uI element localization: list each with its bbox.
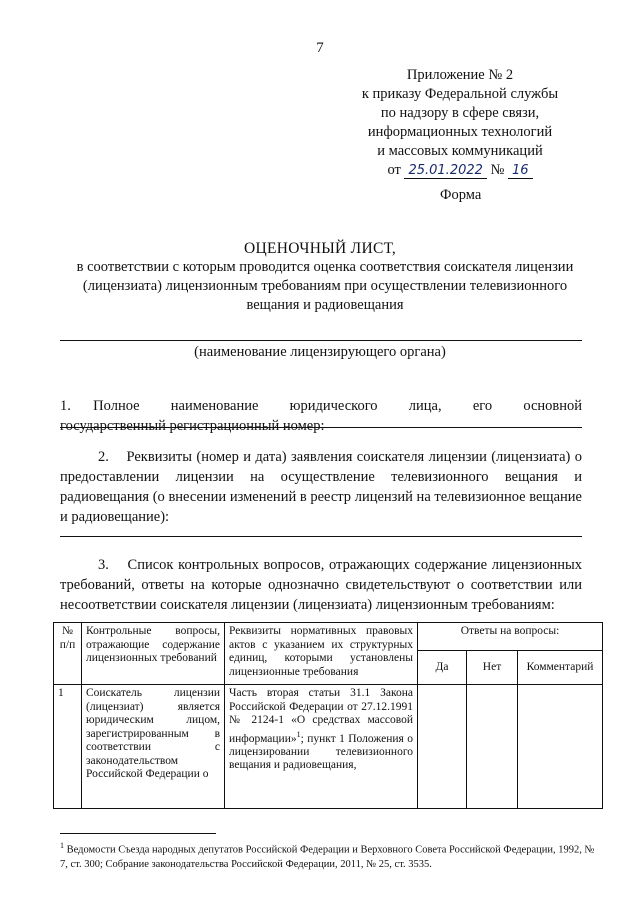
row-requisites-footnote-mark: 1	[296, 729, 301, 739]
page-number: 7	[316, 40, 324, 56]
appendix-line-3: по надзору в сфере связи,	[380, 105, 540, 121]
appendix-line-4: информационных технологий	[367, 124, 553, 140]
item-2	[60, 447, 582, 527]
header-questions: Контрольные вопросы, отражающие содержание лицензионных требований	[82, 623, 225, 685]
document-subtitle: в соответствии с которым проводится оценка соответствия соискателя лицензии (лицензиата) лицензионным требованиям при осуществлении телевизионного вещания и радиовещания	[76, 259, 574, 313]
header-comment: Комментарий	[518, 651, 603, 685]
organ-name-line	[60, 340, 582, 341]
handwritten-date: 25.01.2022	[404, 163, 486, 179]
order-date-line	[340, 161, 580, 180]
number-label: №	[490, 162, 505, 178]
handwritten-number: 16	[508, 163, 533, 179]
appendix-line-1: Приложение № 2	[406, 67, 514, 83]
footnote-text: Ведомости Съезда народных депутатов Российской Федерации и Верховного Совета Российской Федерации, 1992, № 7, ст. 300; Собрание законодательства Российской Федерации, 2011, № 25, ст. 3535.	[60, 844, 595, 870]
header-requisites: Реквизиты нормативных правовых актов с указанием их структурных единиц, которыми установлены лицензионные требования	[225, 623, 418, 685]
item-2-text: 2. Реквизиты (номер и дата) заявления соискателя лицензии (лицензиата) о предоставлении лицензии на осуществление телевизионного вещания и радиовещания (о внесении изменений в реестр лицензий на телевизионное вещание и радиовещание):	[60, 449, 582, 525]
item-1-line	[60, 427, 582, 428]
appendix-line-2: к приказу Федеральной службы	[361, 86, 559, 102]
row-no	[467, 685, 518, 809]
appendix-line-5: и массовых коммуникаций	[377, 143, 543, 159]
item-2-line	[60, 536, 582, 537]
item-3	[60, 555, 582, 615]
header-answers: Ответы на вопросы:	[418, 623, 603, 651]
footnote-rule	[60, 833, 216, 834]
header-no: Нет	[467, 651, 518, 685]
document-title: ОЦЕНОЧНЫЙ ЛИСТ,	[243, 240, 397, 257]
row-requisites-cont: ; пункт 1 Положения о лицензировании телевизионного вещания и радиовещания,	[229, 732, 413, 772]
header-yes: Да	[418, 651, 467, 685]
row-question: Соискатель лицензии (лицензиат) является юридическим лицом, зарегистрированным в соответствии с законодательством Российской Федерации о	[82, 685, 225, 809]
header-num: № п/п	[54, 623, 82, 685]
table-row	[54, 685, 603, 809]
row-comment	[518, 685, 603, 809]
organ-caption: (наименование лицензирующего органа)	[194, 344, 446, 360]
form-label: Форма	[440, 187, 482, 203]
row-requisites-text: Часть вторая статьи 31.1 Закона Российской Федерации от 27.12.1991 № 2124-1 «О средствах массовой информации»	[229, 687, 413, 745]
row-requisites	[225, 685, 418, 809]
item-1-text: 1. Полное наименование юридического лица, его основной государственный регистрационный номер:	[60, 398, 582, 434]
footnote	[60, 839, 600, 872]
row-yes	[418, 685, 467, 809]
row-num: 1	[54, 685, 82, 809]
appendix-header	[340, 66, 580, 180]
item-3-text: 3. Список контрольных вопросов, отражающих содержание лицензионных требований, ответы на которые однозначно свидетельствуют о соответствии или несоответствии соискателя лицензии (лицензиата) лицензионным требованиям:	[60, 557, 582, 613]
footnote-mark: 1	[60, 841, 64, 850]
from-label: от	[387, 162, 401, 178]
questions-table	[53, 622, 603, 809]
